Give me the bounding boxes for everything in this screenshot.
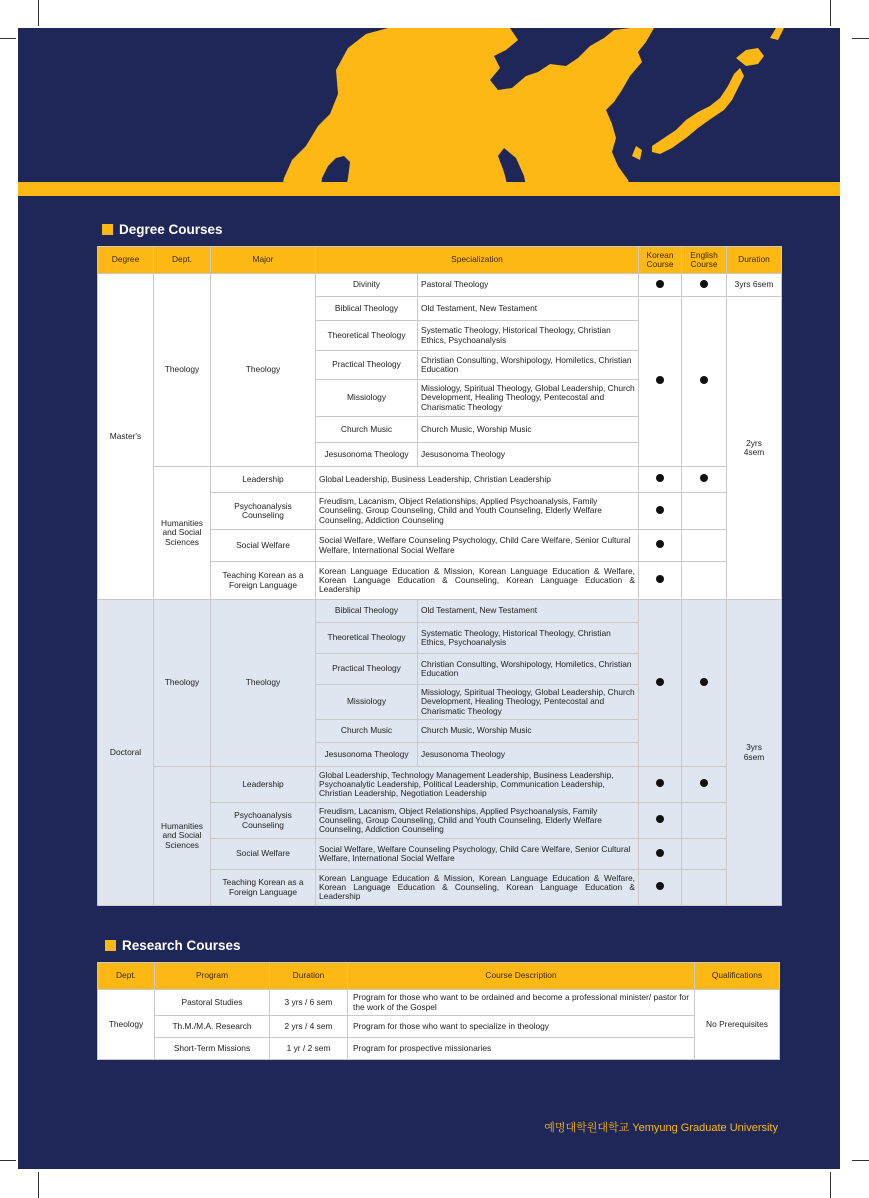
korean-course-mark [639,839,682,870]
english-course-mark [682,467,727,493]
duration-cell: 3yrs 6sem [727,600,782,906]
bullet-square-icon [102,224,113,235]
description-cell: Program for prospective missionaries [348,1038,695,1060]
filled-dot-icon [656,540,664,548]
filled-dot-icon [700,280,708,288]
spec-name: Theoretical Theology [316,321,418,351]
asia-map-illustration [18,28,840,196]
major-cell: Leadership [211,467,316,493]
spec-detail: Old Testament, New Testament [418,600,639,623]
header-major: Major [211,247,316,274]
duration-cell: 1 yr / 2 sem [270,1038,348,1060]
korean-course-mark [639,600,682,767]
header-english-course: English Course [682,247,727,274]
program-cell: Short-Term Missions [155,1038,270,1060]
header-duration: Duration [727,247,782,274]
filled-dot-icon [656,474,664,482]
research-dept: Theology [98,990,155,1060]
spec-name: Biblical Theology [316,297,418,321]
spec-name: Practical Theology [316,351,418,380]
korean-course-mark [639,803,682,839]
spec-detail: Church Music, Worship Music [418,720,639,743]
korean-course-mark [639,870,682,906]
korean-course-mark [639,767,682,803]
english-course-mark [682,530,727,562]
english-course-mark [682,274,727,297]
english-course-mark [682,870,727,906]
spec-detail: Freudism, Lacanism, Object Relationships, Applied Psychoanalysis, Family Counseling, Group Counseling, Child and Youth Counseling, Elderly Welfare Counseling, Addiction Counseling [316,493,639,530]
spec-name: Practical Theology [316,654,418,685]
korean-course-mark [639,467,682,493]
major-theology: Theology [211,600,316,767]
description-cell: Program for those who want to specialize in theology [348,1016,695,1038]
filled-dot-icon [700,779,708,787]
research-courses-table [97,962,780,1060]
spec-detail: Church Music, Worship Music [418,417,639,443]
duration-cell: 3 yrs / 6 sem [270,990,348,1016]
program-cell: Th.M./M.A. Research [155,1016,270,1038]
korean-course-mark [639,493,682,530]
english-course-mark [682,767,727,803]
filled-dot-icon [656,882,664,890]
header-course-description: Course Description [348,963,695,990]
dept-humanities: Humanities and Social Sciences [154,767,211,906]
major-cell: Psychoanalysis Counseling [211,803,316,839]
major-cell: Teaching Korean as a Foreign Language [211,870,316,906]
filled-dot-icon [700,678,708,686]
major-cell: Psychoanalysis Counseling [211,493,316,530]
filled-dot-icon [656,575,664,583]
spec-name: Theoretical Theology [316,623,418,654]
english-course-mark [682,493,727,530]
spec-name: Jesusonoma Theology [316,443,418,467]
spec-name: Divinity [316,274,418,297]
english-course-mark [682,600,727,767]
filled-dot-icon [656,779,664,787]
duration-cell: 2 yrs / 4 sem [270,1016,348,1038]
qualifications-cell: No Prerequisites [695,990,780,1060]
brochure-page [18,28,840,1169]
degree-doctoral: Doctoral [98,600,154,906]
duration-cell: 3yrs 6sem [727,274,782,297]
filled-dot-icon [656,678,664,686]
header-duration: Duration [270,963,348,990]
degree-courses-title: Degree Courses [119,222,223,237]
spec-detail: Jesusonoma Theology [418,443,639,467]
bullet-square-icon [105,940,116,951]
filled-dot-icon [656,280,664,288]
filled-dot-icon [656,376,664,384]
spec-detail: Jesusonoma Theology [418,743,639,767]
spec-name: Church Music [316,417,418,443]
description-cell: Program for those who want to be ordained and become a professional minister/ pastor for the work of the Gospel [348,990,695,1016]
header-qualifications: Qualifications [695,963,780,990]
english-course-mark [682,297,727,467]
major-cell: Leadership [211,767,316,803]
header-program: Program [155,963,270,990]
spec-name: Church Music [316,720,418,743]
crop-mark [852,1160,869,1161]
korean-course-mark [639,297,682,467]
spec-detail: Old Testament, New Testament [418,297,639,321]
crop-mark [0,1160,16,1161]
spec-detail: Freudism, Lacanism, Object Relationships, Applied Psychoanalysis, Family Counseling, Group Counseling, Child and Youth Counseling, Elderly Welfare Counseling, Addiction Counseling [316,803,639,839]
spec-name: Missiology [316,380,418,417]
filled-dot-icon [700,376,708,384]
english-course-mark [682,562,727,600]
spec-detail: Missiology, Spiritual Theology, Global Leadership, Church Development, Healing Theology, Pentecostal and Charismatic Theology [418,380,639,417]
dept-humanities: Humanities and Social Sciences [154,467,211,600]
dept-theology: Theology [154,274,211,467]
major-cell: Social Welfare [211,530,316,562]
korean-course-mark [639,274,682,297]
header-dept: Dept. [98,963,155,990]
filled-dot-icon [656,815,664,823]
spec-detail: Global Leadership, Business Leadership, Christian Leadership [316,467,639,493]
program-cell: Pastoral Studies [155,990,270,1016]
spec-detail: Systematic Theology, Historical Theology, Christian Ethics, Psychoanalysis [418,321,639,351]
header-specialization: Specialization [316,247,639,274]
crop-mark [38,1172,39,1198]
dept-theology: Theology [154,600,211,767]
filled-dot-icon [700,474,708,482]
degree-courses-heading [102,222,223,237]
banner-stripe [18,182,840,196]
degree-masters: Master's [98,274,154,600]
header-degree: Degree [98,247,154,274]
spec-detail: Christian Consulting, Worshipology, Homiletics, Christian Education [418,351,639,380]
duration-cell: 2yrs 4sem [727,297,782,600]
degree-courses-table [97,246,782,906]
crop-mark [852,38,869,39]
crop-mark [830,1172,831,1198]
spec-name: Jesusonoma Theology [316,743,418,767]
korean-course-mark [639,530,682,562]
spec-detail: Global Leadership, Technology Management Leadership, Business Leadership, Psychoanalytic Leadership, Political Leadership, Communication Leadership, Christian Leadership, Negotiation Leadership [316,767,639,803]
university-name-footer: 예명대학원대학교 Yemyung Graduate University [544,1122,778,1134]
spec-detail: Korean Language Education & Mission, Korean Language Education & Welfare, Korean Language Education & Counseling, Korean Language Education & Leadership [316,870,639,906]
filled-dot-icon [656,506,664,514]
spec-detail: Missiology, Spiritual Theology, Global Leadership, Church Development, Healing Theology, Pentecostal and Charismatic Theology [418,685,639,720]
crop-mark [830,0,831,26]
crop-mark [38,0,39,26]
filled-dot-icon [656,849,664,857]
spec-name: Biblical Theology [316,600,418,623]
spec-detail: Christian Consulting, Worshipology, Homiletics, Christian Education [418,654,639,685]
header-dept: Dept. [154,247,211,274]
spec-detail: Social Welfare, Welfare Counseling Psychology, Child Care Welfare, Senior Cultural Welfare, International Social Welfare [316,839,639,870]
header-korean-course: Korean Course [639,247,682,274]
spec-detail: Social Welfare, Welfare Counseling Psychology, Child Care Welfare, Senior Cultural Welfare, International Social Welfare [316,530,639,562]
research-courses-heading [105,938,241,953]
spec-detail: Pastoral Theology [418,274,639,297]
research-courses-title: Research Courses [122,938,241,953]
crop-mark [0,38,16,39]
major-cell: Teaching Korean as a Foreign Language [211,562,316,600]
major-theology: Theology [211,274,316,467]
spec-name: Missiology [316,685,418,720]
english-course-mark [682,839,727,870]
spec-detail: Systematic Theology, Historical Theology, Christian Ethics, Psychoanalysis [418,623,639,654]
spec-detail: Korean Language Education & Mission, Korean Language Education & Welfare, Korean Language Education & Counseling, Korean Language Education & Leadership [316,562,639,600]
english-course-mark [682,803,727,839]
major-cell: Social Welfare [211,839,316,870]
korean-course-mark [639,562,682,600]
